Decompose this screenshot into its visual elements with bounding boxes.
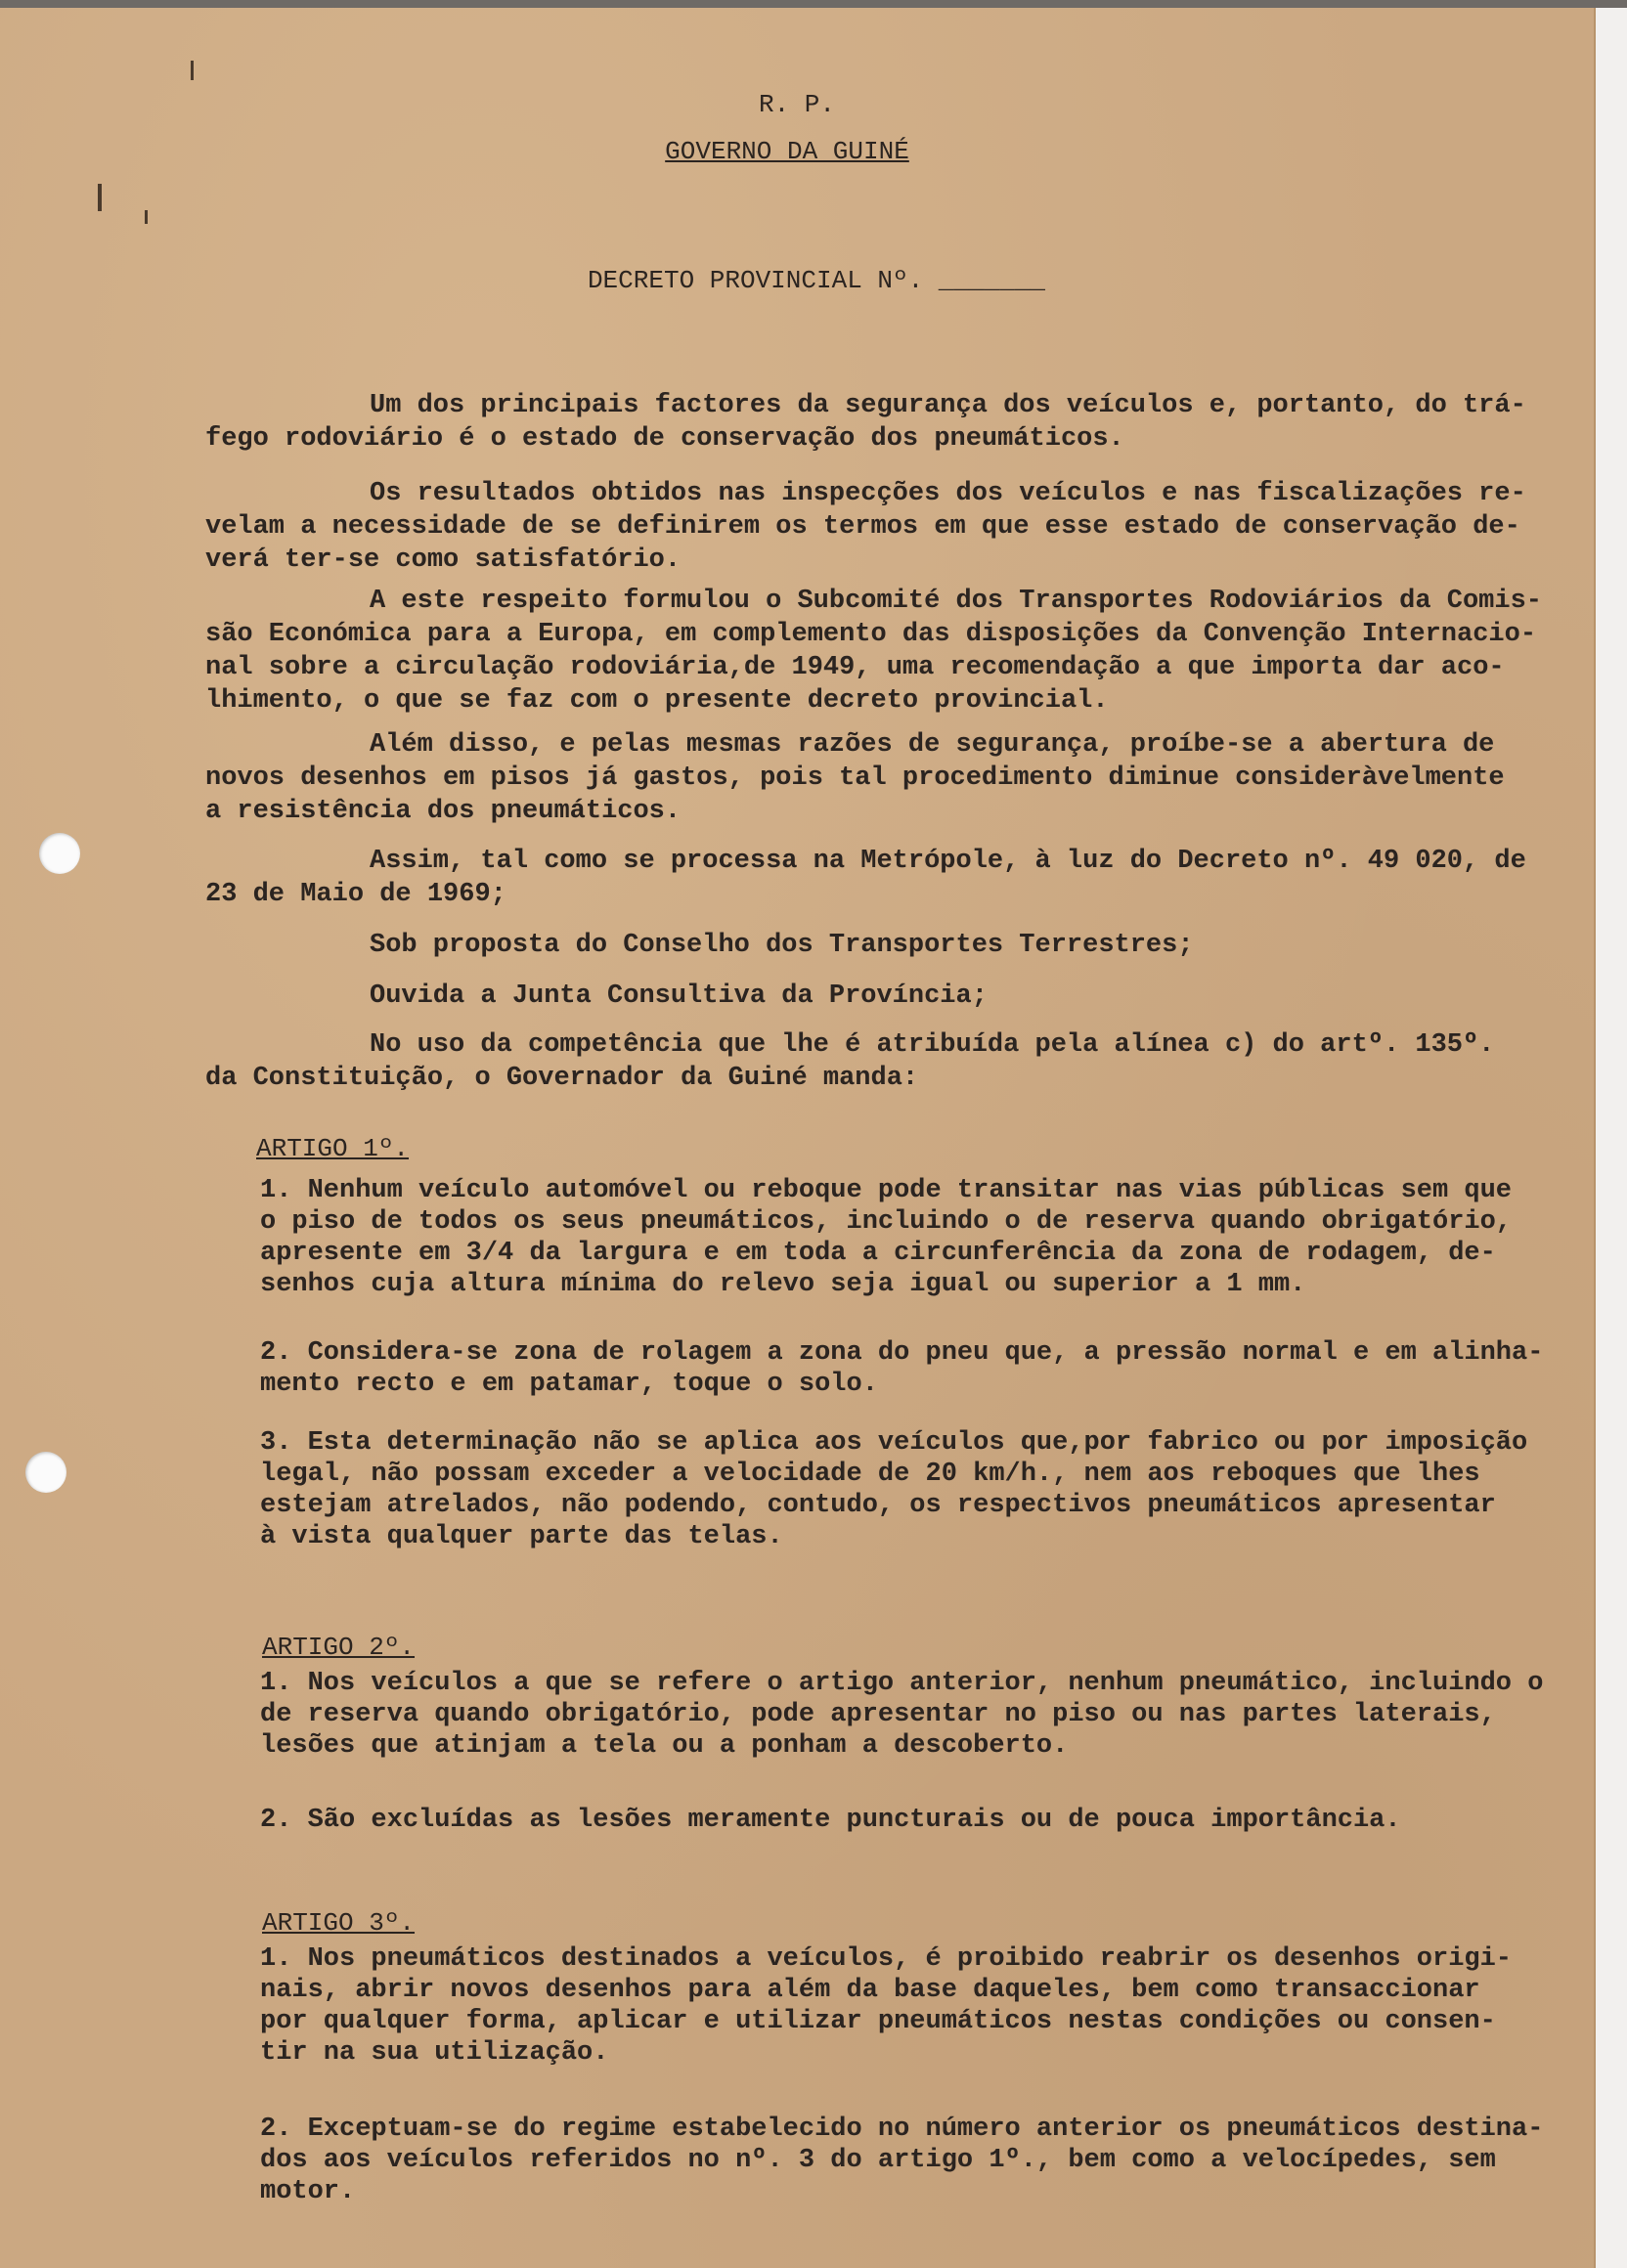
margin-mark	[145, 210, 148, 224]
header-government: GOVERNO DA GUINÉ	[665, 137, 909, 166]
article-item: 1. Nos veículos a que se refere o artigo anterior, nenhum pneumático, incluindo o de reserva quando obrigatório, pode apresentar no piso ou nas partes laterais, lesões que atinjam a tela ou a ponham a descoberto.	[260, 1669, 1544, 1761]
document-page	[0, 8, 1596, 2268]
article-item: 2. Considera-se zona de rolagem a zona do pneu que, a pressão normal e em alinha- mento recto e em patamar, toque o solo.	[260, 1338, 1544, 1399]
scan-top-edge	[0, 0, 1627, 8]
article-heading: ARTIGO 2º.	[262, 1633, 416, 1662]
punch-hole-top	[39, 833, 80, 874]
header-initials: R. P.	[758, 90, 835, 119]
scan-right-margin	[1596, 8, 1627, 2268]
article-item: 2. Exceptuam-se do regime estabelecido no número anterior os pneumáticos destina- dos aos veículos referidos no nº. 3 do artigo 1º., bem como a velocípedes, sem motor.	[260, 2115, 1544, 2206]
article-item: 2. São excluídas as lesões meramente puncturais ou de pouca importância.	[260, 1806, 1401, 1835]
article-item: 1. Nos pneumáticos destinados a veículos, é proibido reabrir os desenhos origi- nais, abrir novos desenhos para além da base daqueles, bem como transaccionar por qualquer forma, aplicar e utilizar pneumáticos nestas condições ou consen- tir na sua utilização.	[260, 1944, 1513, 2068]
preamble-paragraph: Sob proposta do Conselho dos Transportes Terrestres;	[370, 931, 1194, 960]
preamble-paragraph: Os resultados obtidos nas inspecções dos veículos e nas fiscalizações re- velam a necessidade de se definirem os termos em que esse estado de conservação de- verá ter-se como satisfatório.	[205, 479, 1526, 575]
margin-mark	[98, 184, 102, 211]
article-item: 1. Nenhum veículo automóvel ou reboque pode transitar nas vias públicas sem que o piso de todos os seus pneumáticos, incluindo o de reserva quando obrigatório, apresente em 3/4 da largura e em toda a circunferência da zona de rodagem, de- senhos cuja altura mínima do relevo seja igual ou superior a 1 mm.	[260, 1176, 1513, 1299]
preamble-paragraph: No uso da competência que lhe é atribuída pela alínea c) do artº. 135º. da Constituição, o Governador da Guiné manda:	[205, 1030, 1495, 1093]
preamble-paragraph: Assim, tal como se processa na Metrópole, à luz do Decreto nº. 49 020, de 23 de Maio de 1969;	[205, 847, 1526, 909]
decree-title: DECRETO PROVINCIAL Nº. _______	[587, 266, 1046, 295]
article-heading: ARTIGO 3º.	[262, 1908, 416, 1938]
preamble-paragraph: Ouvida a Junta Consultiva da Província;	[370, 981, 988, 1011]
preamble-paragraph: Além disso, e pelas mesmas razões de segurança, proíbe-se a abertura de novos desenhos em pisos já gastos, pois tal procedimento diminue consideràvelmente a resistência dos pneumáticos.	[205, 730, 1505, 826]
preamble-paragraph: Um dos principais factores da segurança dos veículos e, portanto, do trá- fego rodoviário é o estado de conservação dos pneumáticos.	[205, 391, 1526, 454]
preamble-paragraph: A este respeito formulou o Subcomité dos Transportes Rodoviários da Comis- são Económica para a Europa, em complemento das disposições da Convenção Internacio- nal sobre a circulação rodoviária,de 1949, uma recomendação a que importa dar aco- lhimento, o que se faz com o presente decreto provincial.	[205, 587, 1542, 716]
article-item: 3. Esta determinação não se aplica aos veículos que,por fabrico ou por imposição legal, não possam exceder a velocidade de 20 km/h., nem aos reboques que lhes estejam atrelados, não podendo, contudo, os respectivos pneumáticos apresentar à vista qualquer parte das telas.	[260, 1428, 1528, 1551]
punch-hole-bottom	[25, 1452, 66, 1493]
article-heading: ARTIGO 1º.	[256, 1134, 410, 1163]
margin-mark	[191, 61, 194, 80]
